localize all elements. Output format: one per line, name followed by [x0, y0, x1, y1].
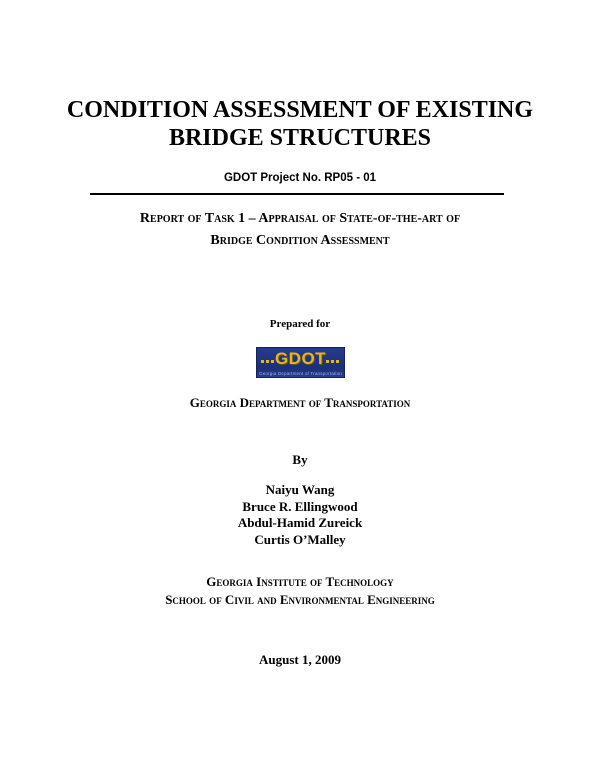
author-name: Curtis O’Malley — [254, 531, 346, 547]
author-name: Bruce R. Ellingwood — [242, 498, 358, 514]
logo-subtitle: Georgia Department of Transportation — [259, 371, 342, 376]
institution — [0, 573, 600, 609]
report-title-line-1: CONDITION ASSESSMENT OF EXISTING — [66, 97, 534, 123]
report-date: August 1, 2009 — [259, 652, 341, 667]
by-label: By — [292, 452, 308, 467]
agency-name: Georgia Department of Transportation — [189, 395, 411, 410]
report-subtitle-line-2: Bridge Condition Assessment — [210, 233, 390, 248]
institution-line-2: School of Civil and Environmental Engineering — [165, 592, 435, 607]
author-name: Naiyu Wang — [265, 482, 335, 497]
report-subtitle — [0, 208, 600, 252]
project-number: GDOT Project No. RP05 - 01 — [223, 172, 377, 184]
prepared-for-label: Prepared for — [269, 318, 331, 330]
divider-rule — [90, 193, 504, 195]
logo-text: GDOT — [274, 349, 327, 368]
report-title-line-2: BRIDGE STRUCTURES — [168, 125, 432, 151]
report-title — [0, 96, 600, 152]
report-subtitle-line-1: Report of Task 1 – Appraisal of State-of-the-art of — [139, 211, 461, 226]
gdot-logo — [256, 347, 345, 378]
author-list — [0, 482, 600, 548]
author-name: Abdul-Hamid Zureick — [237, 515, 363, 530]
institution-line-1: Georgia Institute of Technology — [206, 574, 394, 589]
